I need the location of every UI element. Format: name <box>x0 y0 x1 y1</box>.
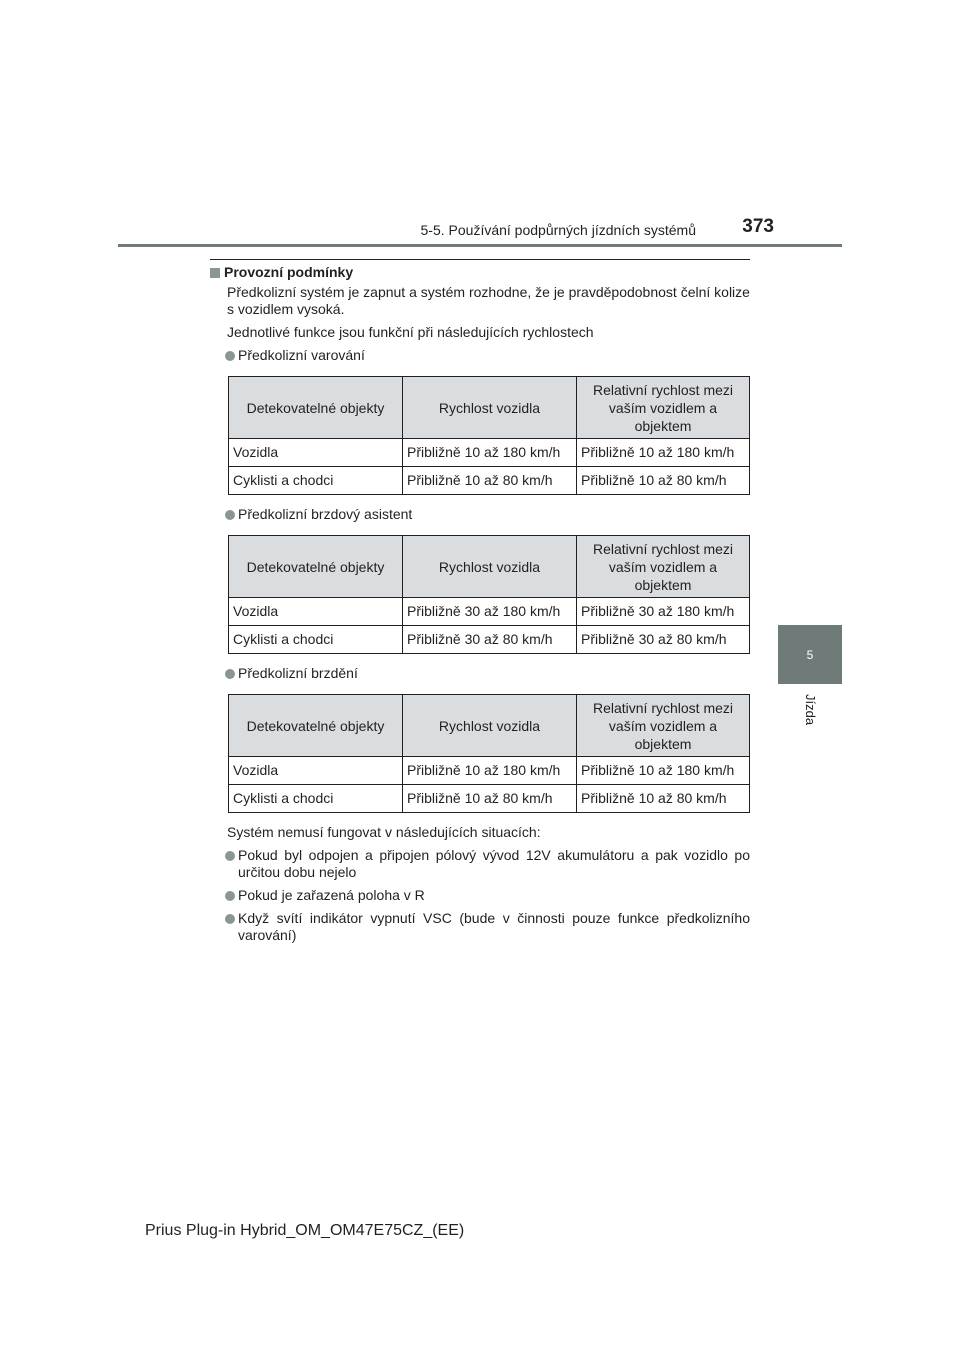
chapter-tab-number: 5 <box>806 647 814 662</box>
table-header: Relativní rychlost mezi vaším vozidlem a objektem <box>577 377 750 439</box>
table-cell: Přibližně 10 až 180 km/h <box>577 757 750 785</box>
header-rule <box>118 244 842 247</box>
bullet-icon <box>225 851 235 861</box>
table-cell: Cyklisti a chodci <box>229 785 403 813</box>
table-cell: Přibližně 10 až 80 km/h <box>577 785 750 813</box>
table-cell: Přibližně 30 až 80 km/h <box>403 626 577 654</box>
list-item: Pokud byl odpojen a připojen pólový vývod 12V akumulátoru a pak vozidlo po určitou dobu nejelo <box>210 847 750 881</box>
chapter-title: 5-5. Používání podpůrných jízdních systémů <box>420 222 696 238</box>
table-cell: Přibližně 30 až 80 km/h <box>577 626 750 654</box>
square-bullet-icon <box>210 268 220 278</box>
list-item: Předkolizní brzdění <box>210 665 750 682</box>
table-cell: Přibližně 10 až 180 km/h <box>577 439 750 467</box>
table-cell: Cyklisti a chodci <box>229 626 403 654</box>
document-footer: Prius Plug-in Hybrid_OM_OM47E75CZ_(EE) <box>145 1222 465 1239</box>
table-row <box>229 757 750 785</box>
bullet-icon <box>225 914 235 924</box>
table-row <box>229 785 750 813</box>
table-cell: Přibližně 30 až 180 km/h <box>577 598 750 626</box>
table-header: Detekovatelné objekty <box>229 536 403 598</box>
chapter-tab <box>778 625 842 684</box>
chapter-tab-label: Jízda <box>803 694 818 726</box>
bullet-icon <box>225 669 235 679</box>
speed-table-braking <box>228 694 750 813</box>
table-header: Rychlost vozidla <box>403 536 577 598</box>
page-content <box>210 264 750 950</box>
table-cell: Přibližně 10 až 80 km/h <box>403 467 577 495</box>
list-item: Předkolizní brzdový asistent <box>210 506 750 523</box>
section-heading: Provozní podmínky <box>210 264 750 281</box>
table-header: Detekovatelné objekty <box>229 377 403 439</box>
table-cell: Cyklisti a chodci <box>229 467 403 495</box>
table-cell: Vozidla <box>229 439 403 467</box>
table-cell: Přibližně 10 až 180 km/h <box>403 757 577 785</box>
table-header: Relativní rychlost mezi vaším vozidlem a objektem <box>577 536 750 598</box>
table-row <box>229 626 750 654</box>
intro-paragraph: Předkolizní systém je zapnut a systém rozhodne, že je pravděpodobnost čelní kolize s vozidlem vysoká. <box>227 284 750 317</box>
table-row <box>229 439 750 467</box>
bullet-icon <box>225 510 235 520</box>
table-row <box>229 598 750 626</box>
list-item: Předkolizní varování <box>210 347 750 364</box>
table-header: Rychlost vozidla <box>403 695 577 757</box>
speed-table-warning <box>228 376 750 495</box>
table-cell: Vozidla <box>229 757 403 785</box>
intro-paragraph-2: Jednotlivé funkce jsou funkční při následujících rychlostech <box>227 324 594 340</box>
table-cell: Přibližně 10 až 80 km/h <box>403 785 577 813</box>
table-cell: Vozidla <box>229 598 403 626</box>
table-cell: Přibližně 30 až 180 km/h <box>403 598 577 626</box>
section-rule <box>210 259 750 260</box>
table-header: Rychlost vozidla <box>403 377 577 439</box>
bullet-icon <box>225 891 235 901</box>
page-number: 373 <box>742 216 774 237</box>
bullet-icon <box>225 351 235 361</box>
table-cell: Přibližně 10 až 80 km/h <box>577 467 750 495</box>
situations-intro: Systém nemusí fungovat v následujících situacích: <box>227 824 541 840</box>
table-header: Detekovatelné objekty <box>229 695 403 757</box>
list-item: Když svítí indikátor vypnutí VSC (bude v činnosti pouze funkce předkolizního varování) <box>210 910 750 944</box>
table-cell: Přibližně 10 až 180 km/h <box>403 439 577 467</box>
list-item: Pokud je zařazená poloha v R <box>210 887 750 904</box>
speed-table-brake-assist <box>228 535 750 654</box>
table-header: Relativní rychlost mezi vaším vozidlem a objektem <box>577 695 750 757</box>
table-row <box>229 467 750 495</box>
